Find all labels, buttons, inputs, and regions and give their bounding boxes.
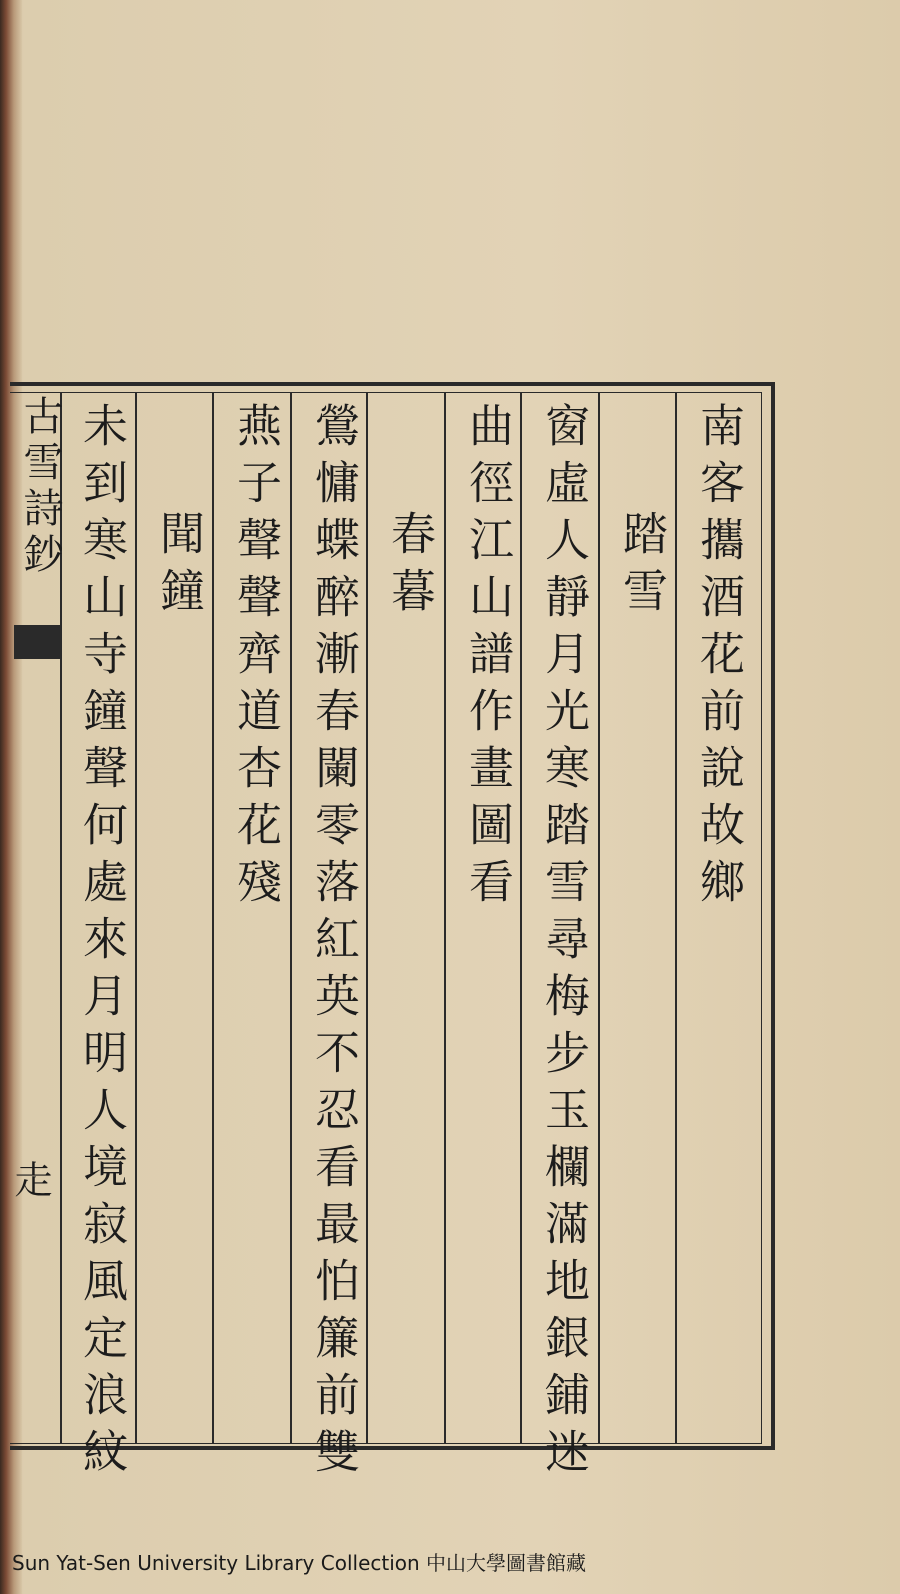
column-divider: [598, 392, 600, 1444]
poem-line: 窗虛人靜月光寒踏雪尋梅步玉欄滿地銀鋪迷: [537, 402, 590, 1485]
page-marker: 走: [8, 1160, 52, 1198]
poem-line: 鶯慵蝶醉漸春闌零落紅英不忍看最怕簾前雙: [307, 402, 360, 1485]
library-credit: Sun Yat-Sen University Library Collection 中山大學圖書館藏: [12, 1551, 587, 1575]
poem-title: 春暮: [383, 510, 436, 624]
poem-title: 聞鐘: [152, 510, 205, 624]
poem-title: 踏雪: [615, 510, 668, 624]
book-title: 古雪詩鈔: [17, 395, 63, 579]
column-divider: [290, 392, 292, 1444]
column-divider: [444, 392, 446, 1444]
poem-line: 未到寒山寺鐘聲何處來月明人境寂風定浪紋: [75, 402, 128, 1485]
poem-line: 南客攜酒花前說故鄉: [692, 402, 745, 915]
fishtail-mark: [14, 625, 60, 659]
poem-line: 曲徑江山譜作畫圖看: [461, 402, 514, 915]
poem-line: 燕子聲聲齊道杏花殘: [229, 402, 282, 915]
